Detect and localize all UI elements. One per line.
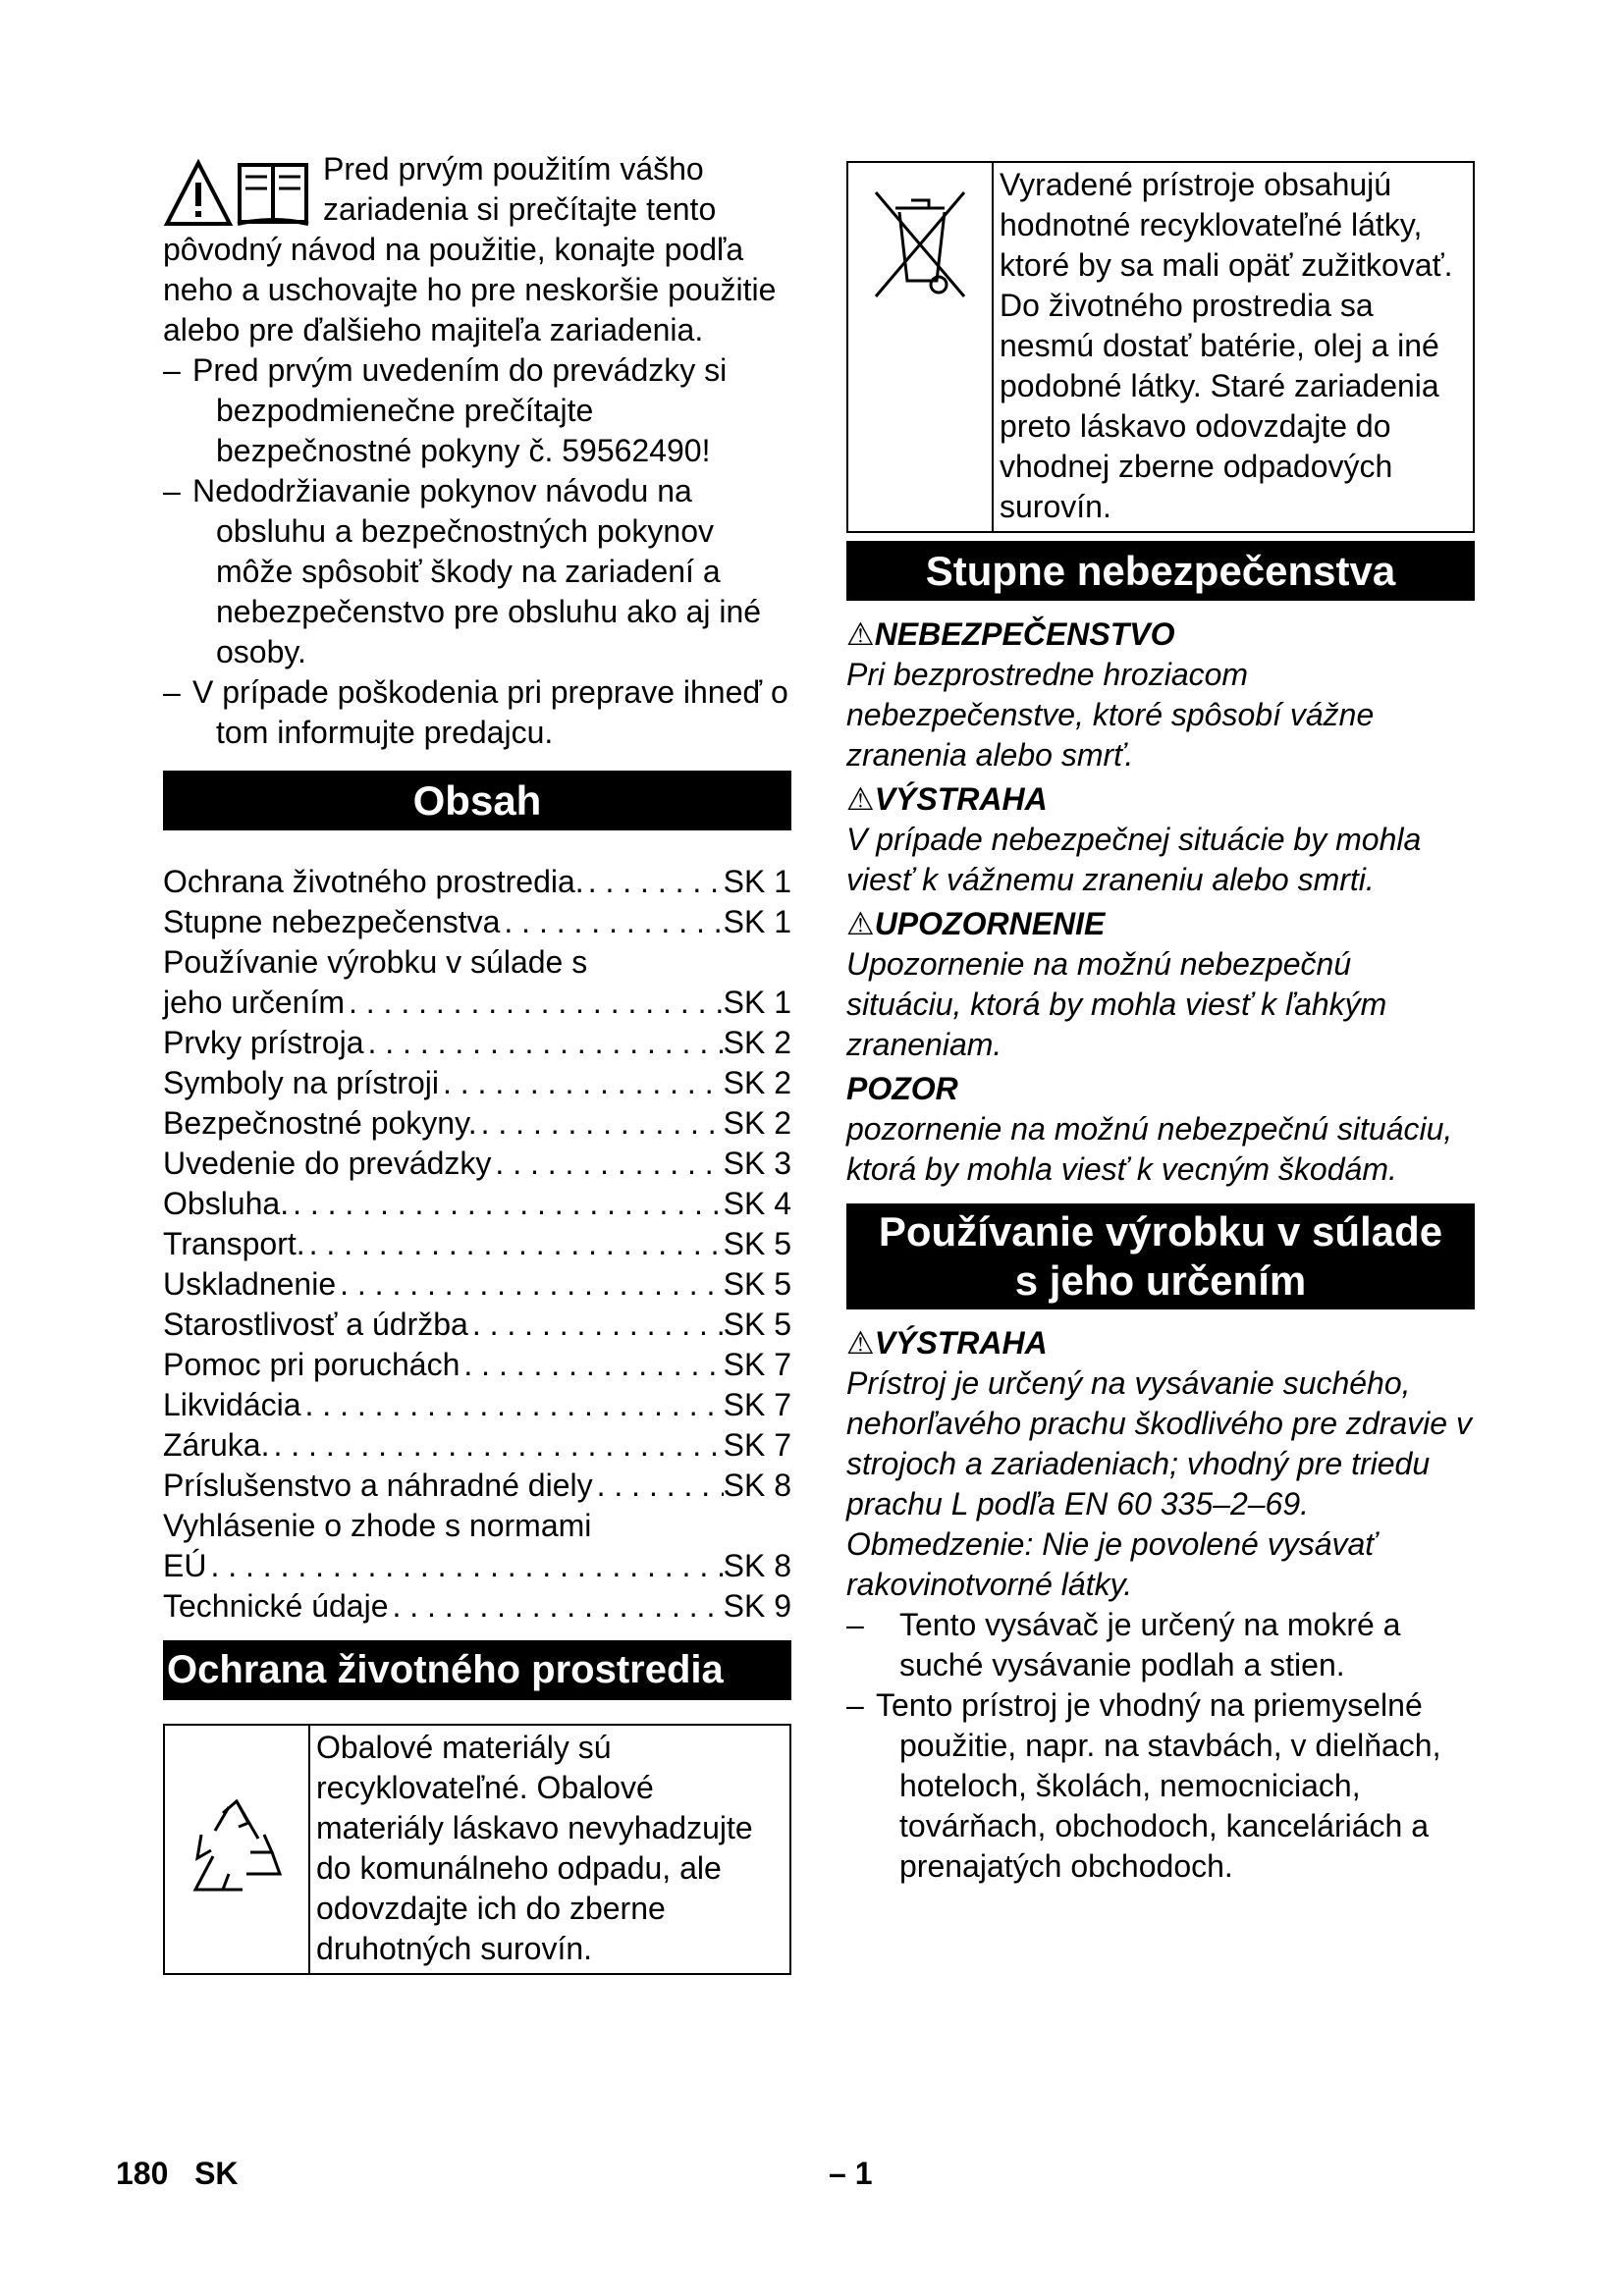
toc-title: Uvedenie do prevádzky	[163, 1146, 492, 1181]
toc-leader	[388, 1586, 723, 1627]
env-heading: Ochrana životného prostredia	[163, 1640, 791, 1700]
toc-page: SK 7	[723, 1427, 791, 1463]
use-warning-label: ⚠VÝSTRAHA	[846, 1325, 1048, 1361]
toc-title: jeho určením	[163, 985, 345, 1020]
toc-leader	[301, 1385, 724, 1425]
toc-page: SK 4	[723, 1186, 791, 1221]
toc-row	[163, 1546, 791, 1586]
warning-triangle-icon: ⚠	[846, 1325, 875, 1361]
use-heading-line-2: s jeho určením	[1014, 1257, 1307, 1304]
crossed-bin-icon	[866, 187, 974, 304]
toc-row	[163, 1305, 791, 1345]
intro-block	[163, 149, 791, 350]
toc-row	[163, 1264, 791, 1305]
left-column	[163, 149, 791, 1975]
toc-leader	[336, 1264, 724, 1305]
hazard-level-text: pozornenie na možnú nebezpečnú situáciu, ktorá by mohla viesť k vecným škodám.	[846, 1111, 1453, 1187]
toc-leader	[206, 1546, 723, 1586]
toc-title: Stupne nebezpečenstva	[163, 904, 501, 939]
toc-leader	[477, 1103, 724, 1144]
toc-page: SK 5	[723, 1307, 791, 1342]
toc-leader	[468, 1305, 724, 1345]
hazard-level-label: ⚠NEBEZPEČENSTVO	[846, 616, 1175, 652]
toc-row	[163, 1184, 791, 1224]
toc-title: Obsluha.	[163, 1186, 290, 1221]
toc-row	[163, 1063, 791, 1103]
toc-title: Prvky prístroja	[163, 1025, 364, 1060]
hazard-level-label: POZOR	[846, 1071, 958, 1106]
toc-page: SK 7	[723, 1387, 791, 1422]
toc-page: SK 8	[723, 1468, 791, 1503]
toc-title: Bezpečnostné pokyny.	[163, 1105, 477, 1141]
toc-page: SK 5	[723, 1266, 791, 1302]
weee-text: Vyradené prístroje obsahujú hodnotné recyklovateľné látky, ktoré by sa mali opäť zužitkovať. Do životného prostredia sa nesmú dostať batérie, olej a iné podobné látky. Staré zariadenia preto láskavo odovzdajte do vhodnej zberne odpadových surovín.	[1000, 167, 1453, 524]
toc-leader	[305, 1224, 724, 1264]
toc-page: SK 2	[723, 1105, 791, 1141]
toc-leader	[584, 862, 724, 902]
toc-title: Likvidácia	[163, 1387, 301, 1422]
toc-title: Príslušenstvo a náhradné diely	[163, 1468, 593, 1503]
recycle-icon	[178, 1795, 296, 1903]
toc-leader	[289, 1184, 724, 1224]
toc-page: SK 1	[723, 904, 791, 939]
toc-leader	[500, 902, 723, 942]
toc-row	[163, 1144, 791, 1184]
toc-row	[163, 902, 791, 942]
warning-triangle-icon: ⚠	[846, 616, 875, 652]
toc-title: Pomoc pri poruchách	[163, 1347, 460, 1382]
toc-row	[163, 862, 791, 902]
footer-page	[116, 2156, 239, 2192]
toc-leader	[439, 1063, 724, 1103]
toc-page: SK 2	[723, 1065, 791, 1100]
env-icon-cell	[165, 1726, 310, 1973]
weee-icon-cell	[848, 163, 994, 531]
toc-row	[163, 1425, 791, 1466]
hazard-heading: Stupne nebezpečenstva	[846, 541, 1475, 601]
toc-page: SK 7	[723, 1347, 791, 1382]
intro-text: Pred prvým použitím vášho zariadenia si prečítajte tento pôvodný návod na použitie, konajte podľa neho a uschovajte ho pre neskoršie použitie alebo pre ďalšieho majiteľa zariadenia.	[163, 151, 777, 347]
toc-row	[163, 1385, 791, 1425]
hazard-level-text: V prípade nebezpečnej situácie by mohla viesť k vážnemu zraneniu alebo smrti.	[846, 822, 1422, 897]
env-recycle-box	[163, 1724, 791, 1975]
toc-title: Starostlivosť a údržba	[163, 1307, 468, 1342]
toc-row	[163, 1224, 791, 1264]
warning-triangle-icon: ⚠	[846, 781, 875, 817]
toc-title: Záruka.	[163, 1427, 270, 1463]
toc-leader	[269, 1425, 723, 1466]
use-heading	[846, 1203, 1475, 1309]
hazard-level-text: Pri bezprostredne hroziacom nebezpečenstve, ktoré spôsobí vážne zranenia alebo smrť.	[846, 657, 1375, 773]
toc-page: SK 1	[723, 985, 791, 1020]
hazard-level-label: ⚠VÝSTRAHA	[846, 781, 1048, 817]
toc-title: EÚ	[163, 1548, 207, 1583]
use-bullet: – Tento prístroj je vhodný na priemyselné použitie, napr. na stavbách, v dielňach, hoteloch, školách, nemocniciach, továrňach, obchodoch, kanceláriách a prenajatých obchodoch.	[846, 1687, 1441, 1884]
footer-lang: SK	[194, 2156, 239, 2191]
toc-leader	[363, 1023, 723, 1063]
toc-page: SK 9	[723, 1588, 791, 1624]
toc-title: Vyhlásenie o zhode s normami	[163, 1508, 592, 1543]
toc-title: Technické údaje	[163, 1588, 389, 1624]
warning-triangle-icon: ⚠	[846, 906, 875, 941]
toc-leader	[345, 983, 724, 1023]
toc-leader	[460, 1345, 723, 1385]
table-of-contents	[163, 862, 791, 1627]
intro-bullet: – V prípade poškodenia pri preprave ihneď o tom informujte predajcu.	[163, 674, 788, 750]
toc-page: SK 8	[723, 1548, 791, 1583]
use-bullet: – Tento vysávač je určený na mokré a suché vysávanie podlah a stien.	[846, 1607, 1401, 1682]
toc-title: Uskladnenie	[163, 1266, 337, 1302]
env-text: Obalové materiály sú recyklovateľné. Obalové materiály láskavo nevyhadzujte do komunálneho odpadu, ale odovzdajte ich do zberne druhotných surovín.	[316, 1730, 753, 1966]
toc-row	[163, 1466, 791, 1506]
toc-title: Symboly na prístroji	[163, 1065, 439, 1100]
warning-manual-icon	[163, 155, 315, 228]
toc-row	[163, 1586, 791, 1627]
hazard-levels	[846, 614, 1475, 1190]
toc-page: SK 5	[723, 1226, 791, 1261]
footer-center: – 1	[829, 2156, 873, 2191]
toc-title: Používanie výrobku v súlade s	[163, 944, 588, 980]
toc-row	[163, 1345, 791, 1385]
use-warning-text: Prístroj je určený na vysávanie suchého, nehorľavého prachu škodlivého pre zdravie v strojoch a zariadeniach; vhodný pre triedu prachu L podľa EN 60 335–2–69. Obmedzenie: Nie je povolené vysávať rakovinotvorné látky.	[846, 1365, 1472, 1602]
hazard-level-label: ⚠UPOZORNENIE	[846, 906, 1106, 941]
toc-row	[163, 942, 791, 983]
toc-page: SK 1	[723, 864, 791, 899]
intro-bullet: – Nedodržiavanie pokynov návodu na obsluhu a bezpečnostných pokynov môže spôsobiť škody na zariadení a nebezpečenstvo pre obsluhu ako aj iné osoby.	[163, 473, 762, 669]
toc-title: Ochrana životného prostredia.	[163, 864, 584, 899]
intro-bullet: – Pred prvým uvedením do prevádzky si bezpodmienečne prečítajte bezpečnostné pokyny č. 59562490!	[163, 352, 728, 468]
right-column	[846, 161, 1475, 1887]
toc-leader	[593, 1466, 724, 1506]
toc-page: SK 3	[723, 1146, 791, 1181]
toc-row	[163, 1023, 791, 1063]
toc-row	[163, 1103, 791, 1144]
toc-leader	[491, 1144, 723, 1184]
hazard-level-text: Upozornenie na možnú nebezpečnú situáciu, ktorá by mohla viesť k ľahkým zraneniam.	[846, 946, 1387, 1062]
toc-title: Transport.	[163, 1226, 305, 1261]
toc-page: SK 2	[723, 1025, 791, 1060]
use-heading-line-1: Používanie výrobku v súlade	[878, 1208, 1443, 1255]
weee-box	[846, 161, 1475, 533]
page-number: 180	[116, 2156, 169, 2191]
toc-row	[163, 983, 791, 1023]
toc-heading: Obsah	[163, 771, 791, 830]
toc-row	[163, 1506, 791, 1546]
